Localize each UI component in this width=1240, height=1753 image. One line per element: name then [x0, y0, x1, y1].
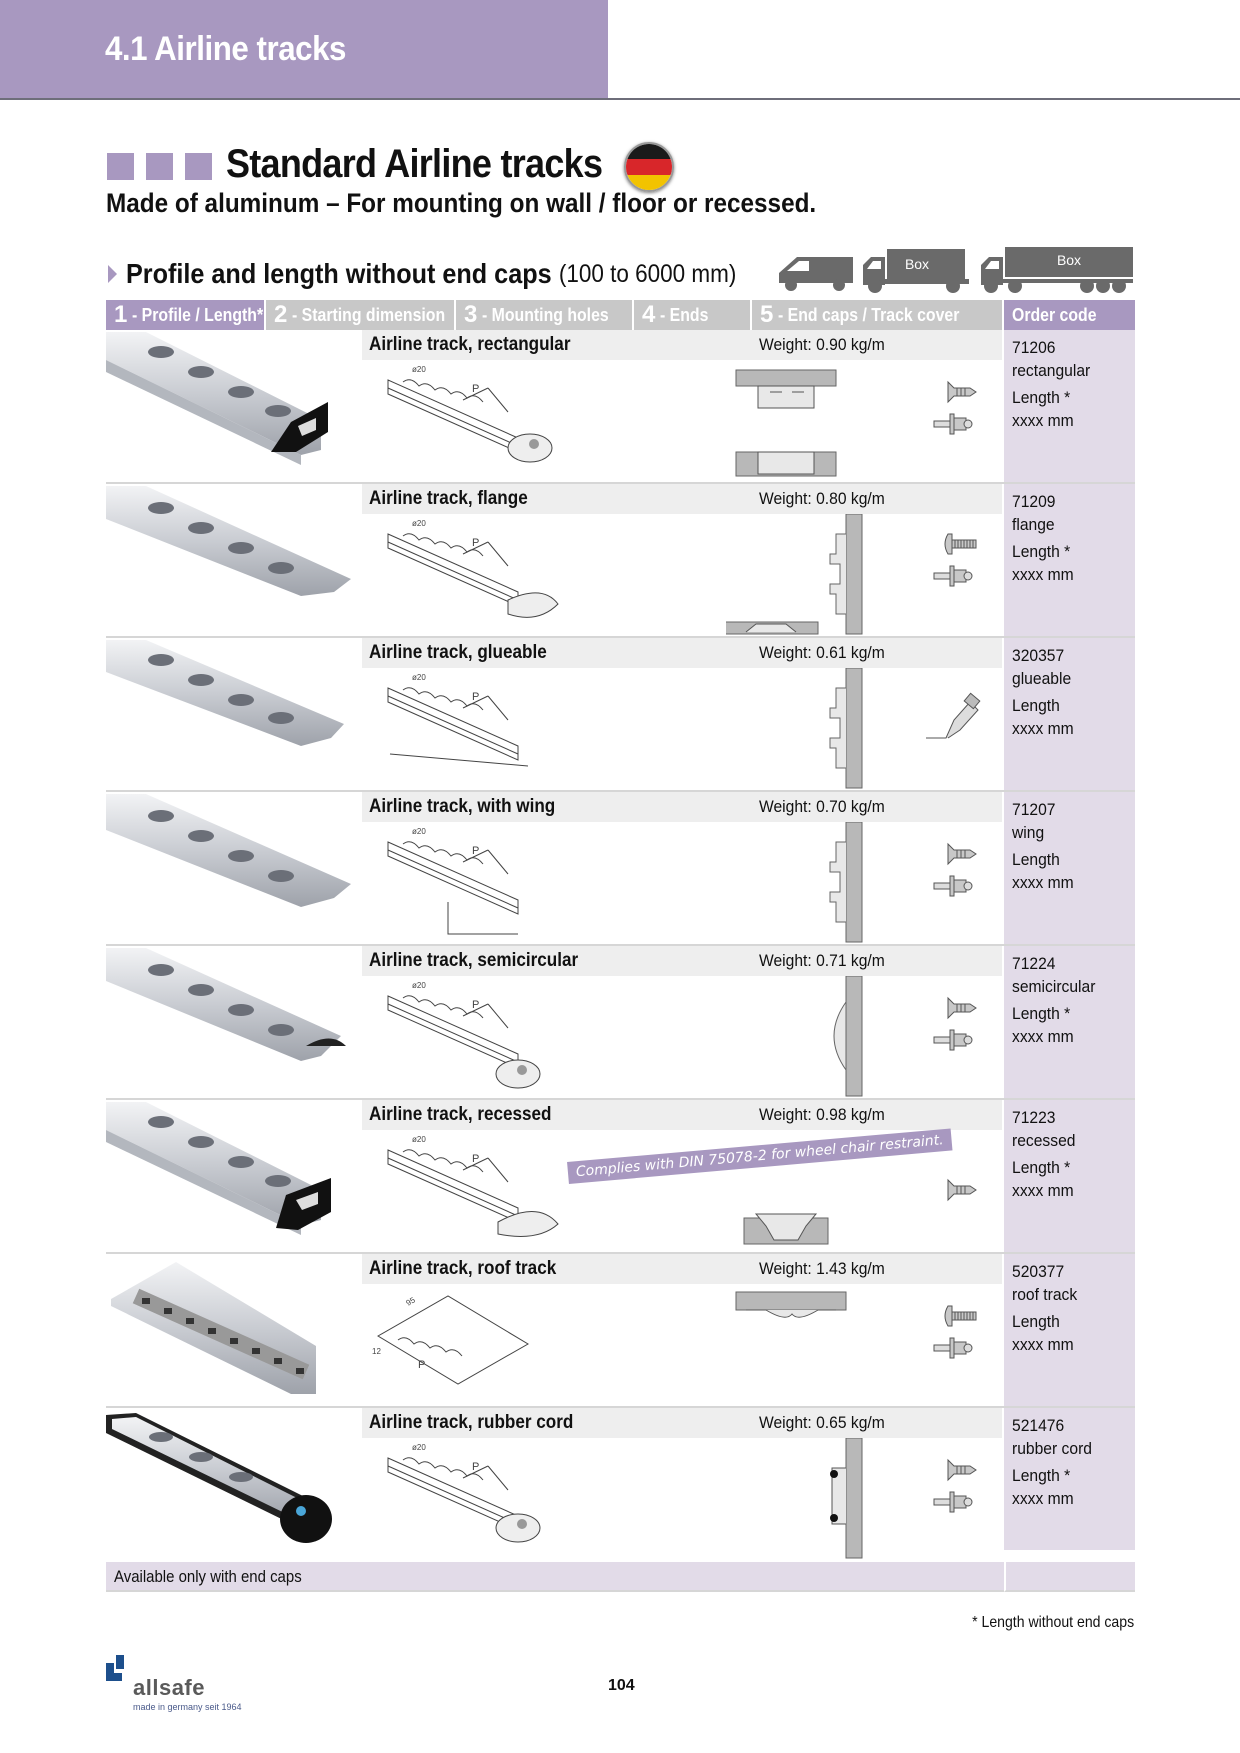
order-code: 71206 [1012, 338, 1056, 357]
column-header-end-caps: 5 - End caps / Track cover [752, 300, 1004, 330]
track-photo-recessed [106, 1100, 361, 1252]
table-row [106, 484, 1135, 638]
track-photo-wing [106, 792, 361, 944]
track-photo-roof [106, 1254, 361, 1406]
track-photo-rectangular [106, 330, 361, 482]
length-label: Length * [1012, 1466, 1071, 1485]
order-variant: roof track [1012, 1285, 1078, 1304]
cross-section-drawing [726, 360, 886, 482]
cross-section-drawing [726, 1130, 886, 1252]
vehicle-icons [775, 245, 1135, 295]
order-code-cell [1004, 1100, 1135, 1252]
order-code-column-end [1004, 1562, 1135, 1592]
order-variant: recessed [1012, 1131, 1076, 1150]
cross-section-drawing [726, 668, 886, 790]
order-code: 320357 [1012, 646, 1065, 665]
decor-square [185, 153, 212, 180]
din-compliance-note: Complies with DIN 75078-2 for wheel chair restraint. [567, 1128, 952, 1183]
order-code-cell [1004, 1254, 1135, 1406]
table-row [106, 792, 1135, 946]
order-variant: flange [1012, 515, 1055, 534]
triangle-bullet-icon [108, 265, 117, 283]
length-value: xxxx mm [1012, 1489, 1074, 1508]
track-photo-rubber-cord [106, 1408, 361, 1560]
fasteners [926, 976, 986, 1098]
product-weight: Weight: 0.98 kg/m [759, 1105, 885, 1124]
product-name: Airline track, glueable [369, 642, 547, 663]
length-label: Length * [1012, 388, 1071, 407]
length-label: Length [1012, 696, 1060, 715]
fasteners [926, 1130, 986, 1252]
table-row [106, 1100, 1135, 1254]
column-header-order-code: Order code [1004, 300, 1135, 330]
column-header-ends: 4 - Ends [634, 300, 752, 330]
chapter-header [0, 0, 608, 98]
length-value: xxxx mm [1012, 411, 1074, 430]
product-weight: Weight: 0.70 kg/m [759, 797, 885, 816]
footnote: * Length without end caps [971, 1614, 1134, 1631]
table-row [106, 1254, 1135, 1408]
order-code-cell [1004, 330, 1135, 482]
length-value: xxxx mm [1012, 873, 1074, 892]
fasteners [926, 1284, 986, 1406]
section-heading [108, 258, 736, 290]
page-number: 104 [608, 1677, 635, 1694]
technical-drawing [368, 1284, 568, 1406]
box-truck-icon [863, 249, 969, 293]
chapter-title: 4.1 Airline tracks [105, 30, 346, 68]
product-name: Airline track, rubber cord [369, 1412, 574, 1433]
svg-text:95: 95 [404, 1295, 417, 1308]
section-range: (100 to 6000 mm) [558, 259, 737, 288]
order-variant: semicircular [1012, 977, 1096, 996]
order-code: 71223 [1012, 1108, 1056, 1127]
product-name: Airline track, with wing [369, 796, 556, 817]
page-title: Standard Airline tracks [226, 141, 603, 186]
product-weight: Weight: 0.65 kg/m [759, 1413, 885, 1432]
length-value: xxxx mm [1012, 1181, 1074, 1200]
length-label: Length * [1012, 1004, 1071, 1023]
product-weight: Weight: 0.90 kg/m [759, 335, 885, 354]
fasteners [926, 1438, 986, 1560]
cross-section-drawing [726, 822, 886, 944]
fasteners [926, 360, 986, 482]
length-label: Length * [1012, 542, 1071, 561]
brand-tagline: made in germany seit 1964 [133, 1702, 242, 1712]
length-label: Length [1012, 850, 1060, 869]
allsafe-logo [106, 1655, 246, 1715]
end-caps-note: Available only with end caps [114, 1567, 302, 1586]
decor-square [146, 153, 173, 180]
product-weight: Weight: 0.61 kg/m [759, 643, 885, 662]
track-photo-flange [106, 484, 361, 636]
length-label: Length * [1012, 1158, 1071, 1177]
track-photo-glueable [106, 638, 361, 790]
product-name: Airline track, recessed [369, 1104, 552, 1125]
length-value: xxxx mm [1012, 565, 1074, 584]
table-row [106, 946, 1135, 1100]
column-header-starting-dimension: 2 - Starting dimension [266, 300, 456, 330]
order-code: 521476 [1012, 1416, 1065, 1435]
product-name: Airline track, rectangular [369, 334, 571, 355]
cross-section-drawing [726, 976, 886, 1098]
product-name: Airline track, semicircular [369, 950, 579, 971]
order-code-cell [1004, 1408, 1135, 1550]
svg-text:P: P [418, 1359, 426, 1371]
order-code-cell [1004, 792, 1135, 944]
end-caps-note-bar [106, 1562, 1004, 1592]
order-code-cell [1004, 946, 1135, 1098]
order-code: 71207 [1012, 800, 1056, 819]
order-code: 71224 [1012, 954, 1056, 973]
technical-drawing [368, 514, 568, 636]
header-divider [0, 98, 1240, 100]
order-variant: wing [1012, 823, 1045, 842]
table-row [106, 330, 1135, 484]
glue-tube-icon [926, 693, 980, 738]
technical-drawing [368, 360, 568, 482]
order-variant: glueable [1012, 669, 1072, 688]
brand-name: allsafe [133, 1675, 205, 1700]
table-header [106, 300, 1135, 330]
technical-drawing [368, 976, 568, 1098]
van-icon [779, 257, 853, 291]
allsafe-logo-icon [106, 1655, 132, 1683]
table-row [106, 1408, 1135, 1550]
technical-drawing [368, 822, 568, 944]
column-header-profile-length: 1 - Profile / Length* [106, 300, 266, 330]
product-table [106, 330, 1135, 1550]
germany-flag-icon [624, 142, 674, 192]
order-code-cell [1004, 638, 1135, 790]
technical-drawing [368, 1438, 568, 1560]
page-subtitle: Made of aluminum – For mounting on wall / floor or recessed. [106, 188, 817, 218]
section-title: Profile and length without end caps [126, 258, 552, 289]
length-value: xxxx mm [1012, 719, 1074, 738]
svg-text:Box: Box [904, 256, 930, 272]
technical-drawing [368, 1130, 568, 1252]
product-weight: Weight: 0.80 kg/m [759, 489, 885, 508]
order-code: 520377 [1012, 1262, 1065, 1281]
order-code-cell [1004, 484, 1135, 636]
page-title-row [107, 142, 644, 186]
svg-text:12: 12 [372, 1347, 381, 1356]
order-code: 71209 [1012, 492, 1056, 511]
product-name: Airline track, flange [369, 488, 528, 509]
trailer-truck-icon [981, 247, 1133, 293]
technical-drawing [368, 668, 568, 790]
length-value: xxxx mm [1012, 1335, 1074, 1354]
fasteners [926, 514, 986, 636]
length-label: Length [1012, 1312, 1060, 1331]
order-variant: rubber cord [1012, 1439, 1092, 1458]
order-variant: rectangular [1012, 361, 1091, 380]
fasteners [926, 822, 986, 944]
product-weight: Weight: 1.43 kg/m [759, 1259, 885, 1278]
svg-text:Box: Box [1056, 252, 1082, 268]
track-photo-semicircular [106, 946, 361, 1098]
product-name: Airline track, roof track [369, 1258, 557, 1279]
cross-section-drawing [726, 1284, 886, 1406]
column-header-mounting-holes: 3 - Mounting holes [456, 300, 634, 330]
cross-section-drawing [726, 514, 886, 636]
fasteners [926, 668, 986, 790]
decor-square [107, 153, 134, 180]
product-weight: Weight: 0.71 kg/m [759, 951, 885, 970]
table-row [106, 638, 1135, 792]
length-value: xxxx mm [1012, 1027, 1074, 1046]
cross-section-drawing [726, 1438, 886, 1560]
